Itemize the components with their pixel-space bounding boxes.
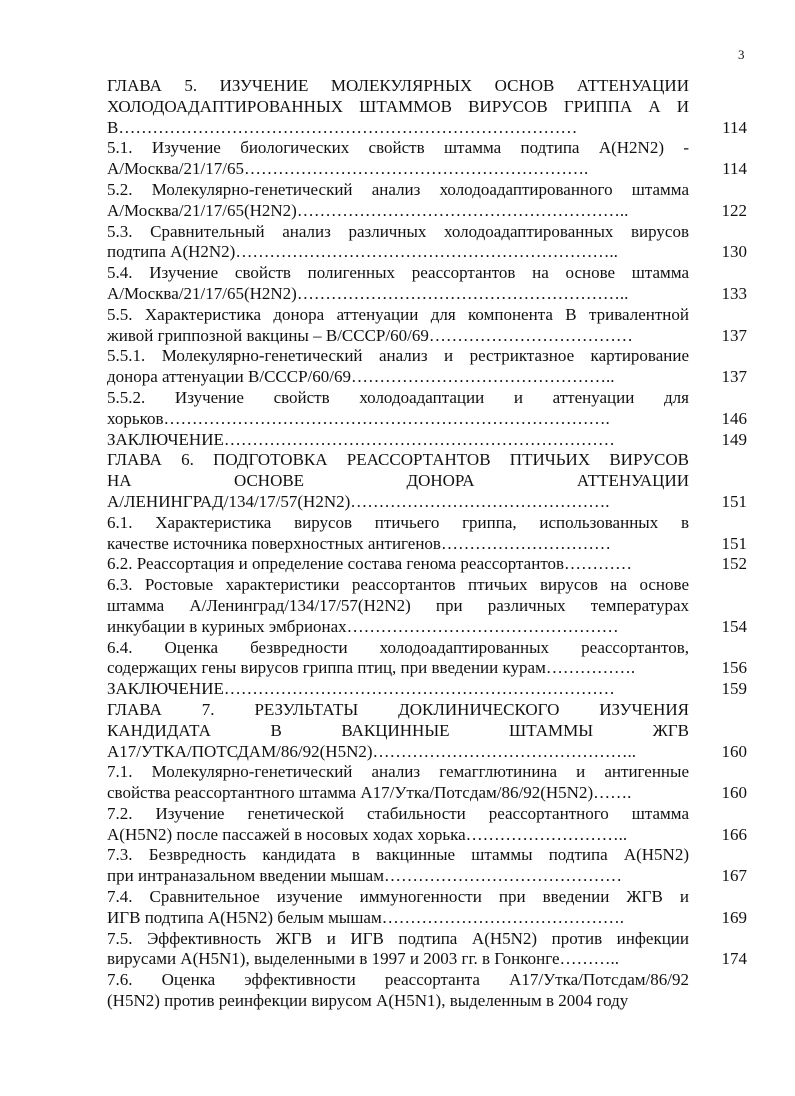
toc-entry-line: ХОЛОДОАДАПТИРОВАННЫХ ШТАММОВ ВИРУСОВ ГРИППА А И	[107, 96, 689, 116]
toc-entry	[107, 804, 747, 846]
toc-entry	[107, 638, 747, 680]
toc-entry-line: ЗАКЛЮЧЕНИЕ……………………………………………………………	[107, 679, 615, 699]
toc-entry	[107, 305, 747, 347]
toc-entry-page-number: 166	[721, 824, 747, 844]
toc-entry	[107, 845, 747, 887]
toc-entry-page-number: 156	[721, 658, 747, 678]
toc-entry-line: А17/УТКА/ПОТСДАМ/86/92(H5N2)………………………………………..	[107, 741, 637, 761]
toc-entry-page-number: 151	[721, 491, 747, 511]
toc-entry-line: 5.3. Сравнительный анализ различных холодоадаптированных вирусов	[107, 221, 689, 241]
toc-entry	[107, 575, 747, 637]
toc-entry	[107, 222, 747, 264]
toc-entry	[107, 138, 747, 180]
toc-entry-page-number: 133	[721, 283, 747, 303]
toc-entry-line: вирусами А(H5N1), выделенными в 1997 и 2003 гг. в Гонконге………..	[107, 949, 620, 969]
toc-entry-line: при интраназальном введении мышам……………………………………	[107, 866, 622, 886]
toc-entry-page-number: 160	[721, 783, 747, 803]
toc-entry	[107, 180, 747, 222]
page-number: 3	[738, 47, 745, 62]
toc-entry	[107, 929, 747, 971]
toc-entry-line: 5.5.1. Молекулярно-генетический анализ и рестриктазное картирование	[107, 346, 689, 366]
toc-entry	[107, 970, 747, 1012]
toc-entry-line: содержащих гены вирусов гриппа птиц, при введении курам…………….	[107, 658, 636, 678]
toc-entry-page-number: 149	[721, 429, 747, 449]
toc-entry-page-number: 114	[722, 117, 747, 137]
toc-entry-line: А/Москва/21/17/65…………………………………………………….	[107, 159, 589, 179]
toc-entry-page-number: 159	[721, 679, 747, 699]
toc-entry-line: ЗАКЛЮЧЕНИЕ……………………………………………………………	[107, 429, 615, 449]
toc-entry	[107, 762, 747, 804]
toc-entry-page-number: 130	[721, 242, 747, 262]
toc-entry-line: 7.3. Безвредность кандидата в вакцинные штаммы подтипа А(H5N2)	[107, 845, 689, 865]
toc-entry-page-number: 167	[721, 866, 747, 886]
toc-entry-page-number: 174	[721, 949, 747, 969]
toc-entry-line: КАНДИДАТА В ВАКЦИННЫЕ ШТАММЫ ЖГВ	[107, 720, 689, 740]
toc-entry-line: 6.1. Характеристика вирусов птичьего гриппа, использованных в	[107, 512, 689, 532]
toc-entry-line: А/ЛЕНИНГРАД/134/17/57(H2N2)……………………………………….	[107, 491, 610, 511]
toc-entry-line: хорьков…………………………………………………………………….	[107, 408, 610, 428]
table-of-contents	[107, 76, 747, 1012]
toc-entry	[107, 700, 747, 762]
toc-entry-line: (H5N2) против реинфекции вирусом А(H5N1), выделенным в 2004 году	[107, 991, 629, 1011]
toc-entry-line: НА ОСНОВЕ ДОНОРА АТТЕНУАЦИИ	[107, 471, 689, 491]
toc-entry-page-number: 152	[721, 554, 747, 574]
toc-entry-line: живой гриппозной вакцины – В/СССР/60/69………………………………	[107, 325, 633, 345]
toc-entry-line: донора аттенуации В/СССР/60/69………………………………………..	[107, 367, 615, 387]
toc-entry	[107, 346, 747, 388]
toc-entry-page-number: 151	[721, 533, 747, 553]
toc-entry-line: А/Москва/21/17/65(H2N2)…………………………………………………..	[107, 283, 629, 303]
toc-entry-line: ГЛАВА 7. РЕЗУЛЬТАТЫ ДОКЛИНИЧЕСКОГО ИЗУЧЕНИЯ	[107, 699, 689, 719]
toc-entry-line: 7.2. Изучение генетической стабильности реассортантного штамма	[107, 803, 689, 823]
toc-entry	[107, 263, 747, 305]
toc-entry-line: 7.1. Молекулярно-генетический анализ гемагглютинина и антигенные	[107, 762, 689, 782]
toc-entry-line: В………………………………………………………………………	[107, 117, 578, 137]
toc-entry-line: А/Москва/21/17/65(H2N2)…………………………………………………..	[107, 200, 629, 220]
toc-entry-line: 7.4. Сравнительное изучение иммуногенности при введении ЖГВ и	[107, 887, 689, 907]
toc-entry-page-number: 146	[721, 408, 747, 428]
toc-entry-line: 5.5. Характеристика донора аттенуации для компонента В тривалентной	[107, 304, 689, 324]
toc-entry	[107, 554, 747, 575]
toc-entry	[107, 76, 747, 138]
toc-entry-page-number: 160	[721, 741, 747, 761]
toc-entry-line: 6.2. Реассортация и определение состава генома реассортантов…………	[107, 554, 633, 574]
toc-entry-line: 6.4. Оценка безвредности холодоадаптированных реассортантов,	[107, 637, 689, 657]
toc-entry-line: 7.5. Эффективность ЖГВ и ИГВ подтипа А(H5N2) против инфекции	[107, 928, 689, 948]
toc-entry-line: ГЛАВА 5. ИЗУЧЕНИЕ МОЛЕКУЛЯРНЫХ ОСНОВ АТТЕНУАЦИИ	[107, 76, 689, 95]
toc-entry	[107, 679, 747, 700]
toc-entry-line: 5.5.2. Изучение свойств холодоадаптации и аттенуации для	[107, 387, 689, 407]
toc-entry	[107, 430, 747, 451]
toc-entry-page-number: 137	[721, 325, 747, 345]
toc-entry-line: штамма А/Ленинград/134/17/57(H2N2) при различных температурах	[107, 595, 689, 615]
toc-entry-line: ГЛАВА 6. ПОДГОТОВКА РЕАССОРТАНТОВ ПТИЧЬИХ ВИРУСОВ	[107, 450, 689, 470]
toc-entry-line: инкубации в куриных эмбрионах…………………………………………	[107, 616, 619, 636]
toc-entry	[107, 450, 747, 512]
toc-entry-page-number: 169	[721, 907, 747, 927]
toc-entry-line: А(H5N2) после пассажей в носовых ходах хорька………………………..	[107, 824, 628, 844]
toc-entry-line: ИГВ подтипа А(H5N2) белым мышам…………………………………….	[107, 907, 624, 927]
toc-entry-line: 5.2. Молекулярно-генетический анализ холодоадаптированного штамма	[107, 179, 689, 199]
toc-entry-line: подтипа А(H2N2)…………………………………………………………..	[107, 242, 618, 262]
toc-entry-line: свойства реассортантного штамма А17/Утка/Потсдам/86/92(H5N2)…….	[107, 783, 632, 803]
toc-entry	[107, 513, 747, 555]
toc-entry-line: 7.6. Оценка эффективности реассортанта А17/Утка/Потсдам/86/92	[107, 970, 689, 990]
toc-entry-line: 6.3. Ростовые характеристики реассортантов птичьих вирусов на основе	[107, 575, 689, 595]
toc-entry	[107, 887, 747, 929]
toc-entry-line: качестве источника поверхностных антигенов…………………………	[107, 533, 611, 553]
toc-entry-line: 5.1. Изучение биологических свойств штамма подтипа А(H2N2) -	[107, 138, 689, 158]
toc-entry-page-number: 154	[721, 616, 747, 636]
toc-entry	[107, 388, 747, 430]
toc-entry-page-number: 114	[722, 159, 747, 179]
toc-entry-page-number: 137	[721, 367, 747, 387]
toc-entry-line: 5.4. Изучение свойств полигенных реассортантов на основе штамма	[107, 263, 689, 283]
toc-entry-page-number: 122	[721, 200, 747, 220]
